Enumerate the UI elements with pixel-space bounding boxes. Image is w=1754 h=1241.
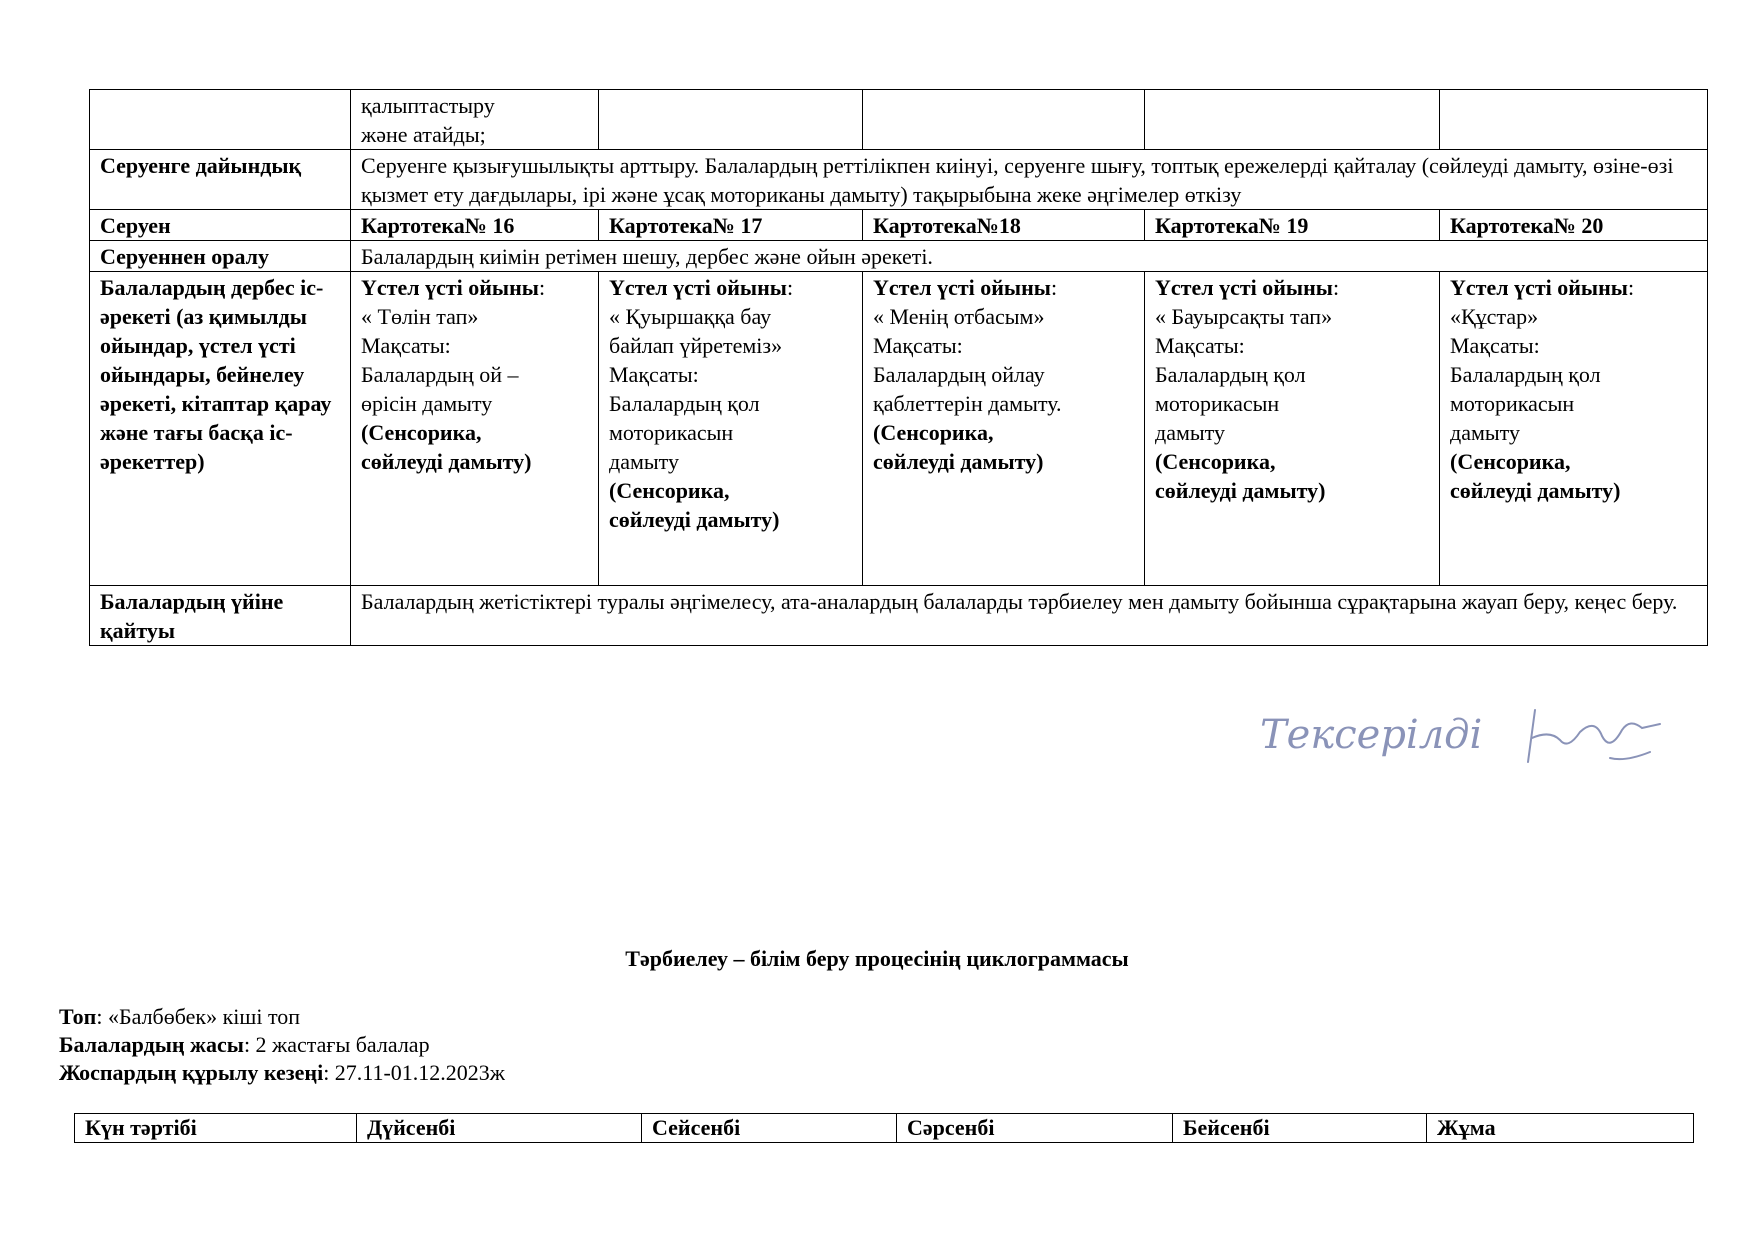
game-cell <box>1440 272 1708 586</box>
row-text: Балалардың киімін ретімен шешу, дербес және ойын әрекеті. <box>351 241 1708 272</box>
game-name: « Менің отбасым» <box>873 304 1045 329</box>
game-name: «Құстар» <box>1450 304 1539 329</box>
row-label: Серуеннен оралу <box>90 241 351 272</box>
schedule-header-table <box>74 1113 1694 1143</box>
table-cell <box>90 90 351 150</box>
game-cell <box>351 272 599 586</box>
game-title: Үстел үсті ойыны <box>361 275 539 300</box>
row-label: Балалардың дербес іс-әрекеті (аз қимылды ойындар, үстел үсті ойындары, бейнелеу әрекеті, кітаптар қарау және тағы басқа іс-әрекеттер) <box>90 272 351 586</box>
info-value: : 27.11-01.12.2023ж <box>323 1060 506 1085</box>
walk-card: Картотека№ 19 <box>1145 210 1440 241</box>
table-cell <box>863 90 1145 150</box>
row-text: Балалардың жетістіктері туралы әңгімелесу, ата-аналардың балаларды тәрбиелеу мен дамыту бойынша сұрақтарына жауап беру, кеңес беру. <box>351 586 1708 646</box>
game-cell <box>1145 272 1440 586</box>
game-goal: Балалардың қол моторикасын дамыту <box>1155 362 1306 445</box>
column-header: Сейсенбі <box>642 1114 897 1143</box>
game-goal: Балалардың ой – өрісін дамыту <box>361 362 519 416</box>
game-goal: Балалардың қол моторикасын дамыту <box>1450 362 1601 445</box>
table-cell <box>351 90 599 150</box>
walk-card: Картотека№18 <box>863 210 1145 241</box>
game-area: (Сенсорика, сөйлеуді дамыту) <box>873 420 1044 474</box>
game-name: « Төлін тап» <box>361 304 479 329</box>
walk-card: Картотека№ 16 <box>351 210 599 241</box>
schedule-table-continued <box>89 89 1708 646</box>
column-header: Күн тәртібі <box>75 1114 357 1143</box>
game-area: (Сенсорика, сөйлеуді дамыту) <box>1155 449 1326 503</box>
column-header: Дүйсенбі <box>357 1114 642 1143</box>
handwritten-signature <box>1250 700 1670 790</box>
goal-label: Мақсаты: <box>873 333 963 358</box>
game-title: Үстел үсті ойыны <box>1155 275 1333 300</box>
info-group <box>59 1003 300 1031</box>
walk-card: Картотека№ 20 <box>1440 210 1708 241</box>
goal-label: Мақсаты: <box>361 333 451 358</box>
game-title: Үстел үсті ойыны <box>873 275 1051 300</box>
game-area: (Сенсорика, сөйлеуді дамыту) <box>1450 449 1621 503</box>
row-label: Серуен <box>90 210 351 241</box>
column-header: Сәрсенбі <box>897 1114 1173 1143</box>
info-value: : 2 жастағы балалар <box>243 1032 430 1057</box>
column-header: Жұма <box>1427 1114 1694 1143</box>
walk-card: Картотека№ 17 <box>599 210 863 241</box>
game-cell <box>863 272 1145 586</box>
signature-scribble <box>1528 710 1660 762</box>
game-colon: : <box>538 275 546 300</box>
game-title: Үстел үсті ойыны <box>1450 275 1628 300</box>
document-title: Тәрбиелеу – білім беру процесінің циклограммасы <box>625 946 1129 971</box>
game-area: (Сенсорика, сөйлеуді дамыту) <box>609 478 780 532</box>
goal-label: Мақсаты: <box>1450 333 1540 358</box>
table-row <box>90 272 1708 586</box>
info-label: Жоспардың құрылу кезеңі <box>59 1060 324 1085</box>
game-colon: : <box>1332 275 1340 300</box>
table-header-row <box>75 1114 1694 1143</box>
game-name: « Бауырсақты тап» <box>1155 304 1333 329</box>
table-row <box>90 241 1708 272</box>
game-area: (Сенсорика, сөйлеуді дамыту) <box>361 420 532 474</box>
table-cell <box>599 90 863 150</box>
row-text: Серуенге қызығушылықты арттыру. Балалардың реттілікпен киінуі, серуенге шығу, топтық ережелерді қайталау (сөйлеуді дамыту, өзіне-өзі қызмет ету дағдылары, ірі және ұсақ моториканы дамыту) тақырыбына жеке әңгімелер өткізу <box>351 150 1708 210</box>
game-title: Үстел үсті ойыны <box>609 275 787 300</box>
row-label: Балалардың үйіне қайтуы <box>90 586 351 646</box>
table-row <box>90 150 1708 210</box>
goal-label: Мақсаты: <box>1155 333 1245 358</box>
goal-label: Мақсаты: <box>609 362 699 387</box>
info-label: Топ <box>59 1004 97 1029</box>
table-row <box>90 586 1708 646</box>
info-value: : «Балбөбек» кіші топ <box>96 1004 301 1029</box>
table-row <box>90 90 1708 150</box>
info-period <box>59 1059 505 1087</box>
info-label: Балалардың жасы <box>59 1032 244 1057</box>
game-colon: : <box>1627 275 1635 300</box>
column-header: Бейсенбі <box>1173 1114 1427 1143</box>
game-goal: Балалардың қол моторикасын дамыту <box>609 391 760 474</box>
table-cell <box>1440 90 1708 150</box>
game-cell <box>599 272 863 586</box>
table-cell <box>1145 90 1440 150</box>
row-label: Серуенге дайындық <box>90 150 351 210</box>
info-age <box>59 1031 430 1059</box>
signature-text: Тексерілді <box>1260 712 1483 758</box>
game-goal: Балалардың ойлау қаблеттерін дамыту. <box>873 362 1062 416</box>
cell-text: қалыптастыру және атайды; <box>361 93 495 147</box>
game-name: « Қуыршаққа бау байлап үйретеміз» <box>609 304 783 358</box>
table-row <box>90 210 1708 241</box>
game-colon: : <box>1050 275 1058 300</box>
game-colon: : <box>786 275 794 300</box>
